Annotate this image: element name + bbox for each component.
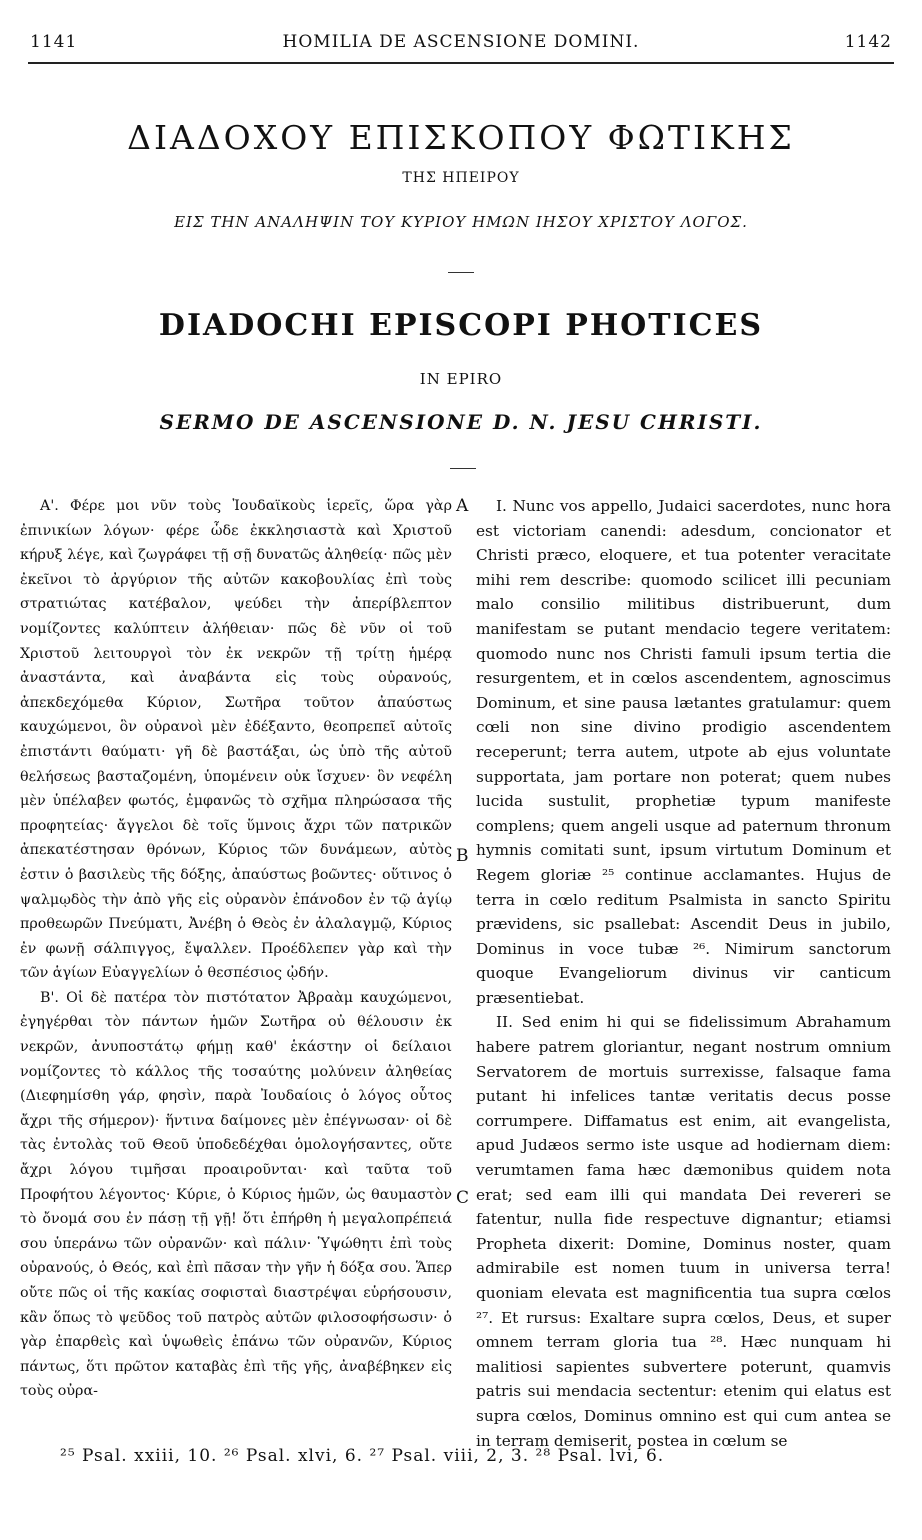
page-number-right: 1142 — [844, 32, 892, 52]
latin-paragraph-1: I. Nunc vos appello, Judaici sacerdotes, nunc hora est victoriam canendi: adesdum, concionator et Christi præco, eloquere, et tua potenter veracitate mihi rem describe: quomodo scilicet illi pecuniam malo consilio militibus distribuerunt, dum manifestam se putant mendacio tegere veritatem: quomodo nunc nos Christi famuli ipsum tertia die resurgentem, et in cœlos ascendentem, agnoscimus Dominum, et sine pausa lætantes gratulamur: quem cœli non sine divino prodigio ascendentem receperunt; terra autem, utpote ab ejus voluntate supportata, jam portare non poterat; quem nubes lucida sustulit, prophetiæ typum manifeste complens; quem angeli usque ad paternum thronum hymnis comitati sunt, ipsum virtutum Dominum et Regem gloriæ ²⁵ continue acclamantes. Hujus de terra in cœlo reditum Psalmista in sancto Spiritu prævidens, sic psallebat: Ascendit Deus in jubilo, Dominus in voce tubæ ²⁶. Nimirum sanctorum quoque Evangeliorum divinus vir canticum præsentiebat. — [476, 497, 891, 1007]
greek-paragraph-1: Α'. Φέρε μοι νῦν τοὺς Ἰουδαϊκοὺς ἱερεῖς, ὥρα γὰρ ἐπινικίων λόγων· φέρε ὧδε ἐκκλησιαστὰ καὶ Χριστοῦ κήρυξ λέγε, καὶ ζωγράφει τῇ σῇ δυνατῶς ἀληθείᾳ· πῶς μὲν ἐκεῖνοι τὸ ἀργύριον τῆς αὐτῶν κακοβουλίας ἐπὶ τοὺς στρατιώτας κατέβαλον, ψεύδει τὴν ἀπερίβλεπτον νομίζοντες καλύπτειν ἀλήθειαν· πῶς δὲ νῦν οἱ τοῦ Χριστοῦ λειτουργοὶ τὸν ἐκ νεκρῶν τῇ τρίτῃ ἡμέρᾳ ἀναστάντα, καὶ ἀναβάντα εἰς τοὺς οὐρανούς, ἀπεκδεχόμεθα Κύριον, Σωτῆρα τοῦτον ἀπαύστως καυχώμενοι, ὃν οὐρανοὶ μὲν ἐδέξαντο, θεοπρεπεῖ αὐτοῖς ἐπιστάντι θαύματι· γῆ δὲ βαστάξαι, ὡς ὑπὸ τῆς αὐτοῦ θελήσεως βασταζομένη, ὑπομένειν οὐκ ἴσχυεν· ὃν νεφέλη μὲν ὑπέλαβεν φωτός, ἐμφανῶς τὸ σχῆμα πληρώσασα τῆς προφητείας· ἄγγελοι δὲ τοῖς ὕμνοις ἄχρι τῶν πατρικῶν ἀπεκατέστησαν θρόνων, Κύριος τῶν δυνάμεων, αὐτὸς ἐστιν ὁ βασιλεὺς τῆς δόξης, ἀπαύστως βοῶντες· οὕτινος ὁ ψαλμῳδὸς τὴν ἀπὸ γῆς εἰς οὐρανὸν ἐπάνοδον ἐν τῷ ἁγίῳ προθεωρῶν Πνεύματι, Ἀνέβη ὁ Θεὸς ἐν ἀλαλαγμῷ, Κύριος ἐν φωνῇ σάλπιγγος, ἔψαλλεν. Προέδλεπεν γὰρ καὶ τὴν τῶν ἁγίων Εὐαγγελίων ὁ θεσπέσιος ᾠδήν. — [20, 498, 452, 982]
latin-paragraph-2: II. Sed enim hi qui se fidelissimum Abrahamum habere patrem gloriantur, negant nostrum omnium Servatorem de mortuis surrexisse, falsaque fama putant hi infelices tantæ veritatis decus posse corrumpere. Diffamatus est enim, ait evangelista, apud Judæos sermo iste usque ad hodiernam diem: verumtamen fama hæc dæmonibus quidem nota erat; sed eam illi qui mandata Dei revereri se fatentur, nulla fide respectuve dignantur; etiamsi Propheta dixerit: Domine, Dominus noster, quam admirabile est nomen tuum in universa terra! quoniam elevata est magnificentia tua supra cœlos ²⁷. Et rursus: Exaltare supra cœlos, Deus, et super omnem terram gloria tua ²⁸. Hæc nunquam hi malitiosi sapientes subvertere poterunt, quamvis patris sui mendacia sectentur: etenim qui elatus est supra cœlos, Dominus omnino est qui cum antea se in terram demiserit, postea in cœlum se — [476, 1013, 891, 1450]
separator-dash — [448, 272, 474, 273]
latin-text-column — [476, 494, 891, 1453]
separator-dash — [450, 468, 476, 469]
header-rule — [28, 62, 894, 64]
latin-title: DIADOCHI EPISCOPI PHOTICES — [158, 308, 764, 343]
margin-marker-b: B — [456, 846, 469, 866]
margin-marker-c: C — [456, 1188, 470, 1208]
running-head — [30, 32, 892, 56]
greek-title: ΔΙΑΔΟΧΟΥ ΕΠΙΣΚΟΠΟΥ ΦΩΤΙΚΗΣ — [127, 118, 795, 157]
greek-sermon-title: ΕΙΣ ΤΗΝ ΑΝΑΛΗΨΙΝ ΤΟΥ ΚΥΡΙΟΥ ΗΜΩΝ ΙΗΣΟΥ ΧΡΙΣΤΟΥ ΛΟΓΟΣ. — [174, 213, 748, 231]
margin-marker-a: A — [456, 496, 469, 516]
greek-paragraph-2: Β'. Οἱ δὲ πατέρα τὸν πιστότατον Ἀβραὰμ καυχώμενοι, ἐγηγέρθαι τὸν πάντων ἡμῶν Σωτῆρα οὐ θέλουσιν ἐκ νεκρῶν, ἀνυποστάτῳ φήμῃ καθ' ἑκάστην οἱ δείλαιοι νομίζοντες τὸ κάλλος τῆς τοσαύτης μολύνειν ἀληθείας (Διεφημίσθη γάρ, φησὶν, παρὰ Ἰουδαίοις ὁ λόγος οὗτος ἄχρι τῆς σήμερον)· ἥντινα δαίμονες μὲν ἐπέγνωσαν· οἱ δὲ τὰς ἐντολὰς τοῦ Θεοῦ ὑποδεδέχθαι ὁμολογήσαντες, οὔτε ἄχρι λόγου τιμῆσαι προαιροῦνται· καὶ ταῦτα τοῦ Προφήτου λέγοντος· Κύριε, ὁ Κύριος ἡμῶν, ὡς θαυμαστὸν τὸ ὄνομά σου ἐν πάσῃ τῇ γῇ! ὅτι ἐπήρθη ἡ μεγαλοπρέπειά σου ὑπεράνω τῶν οὐρανῶν· καὶ πάλιν· Ὑψώθητι ἐπὶ τοὺς οὐρανούς, ὁ Θεός, καὶ ἐπὶ πᾶσαν τὴν γῆν ἡ δόξα σου. Ἅπερ οὔτε πῶς οἱ τῆς κακίας σοφισταὶ διαστρέψαι εὑρήσουσιν, κἂν ὅπως τὸ ψεῦδος τοῦ πατρὸς αὐτῶν φιλοσοφήσωσιν· ὁ γὰρ ἐπαρθεὶς καὶ ὑψωθεὶς ἐπάνω τῶν οὐρανῶν, Κύριος πάντως, ὅτι πρῶτον καταβὰς ἐπὶ τῆς γῆς, ἀναβέβηκεν εἰς τοὺς οὐρα- — [20, 989, 452, 1400]
page-number-left: 1141 — [30, 32, 78, 52]
greek-subtitle: ΤΗΣ ΗΠΕΙΡΟΥ — [402, 170, 520, 186]
footnotes: ²⁵ Psal. xxiii, 10. ²⁶ Psal. xlvi, 6. ²⁷ Psal. viii, 2, 3. ²⁸ Psal. lvi, 6. — [60, 1446, 665, 1466]
greek-text-column — [20, 494, 452, 1404]
running-title: HOMILIA DE ASCENSIONE DOMINI. — [282, 32, 640, 52]
latin-sermon-title: SERMO DE ASCENSIONE D. N. JESU CHRISTI. — [159, 410, 763, 434]
latin-subtitle: IN EPIRO — [419, 370, 503, 388]
